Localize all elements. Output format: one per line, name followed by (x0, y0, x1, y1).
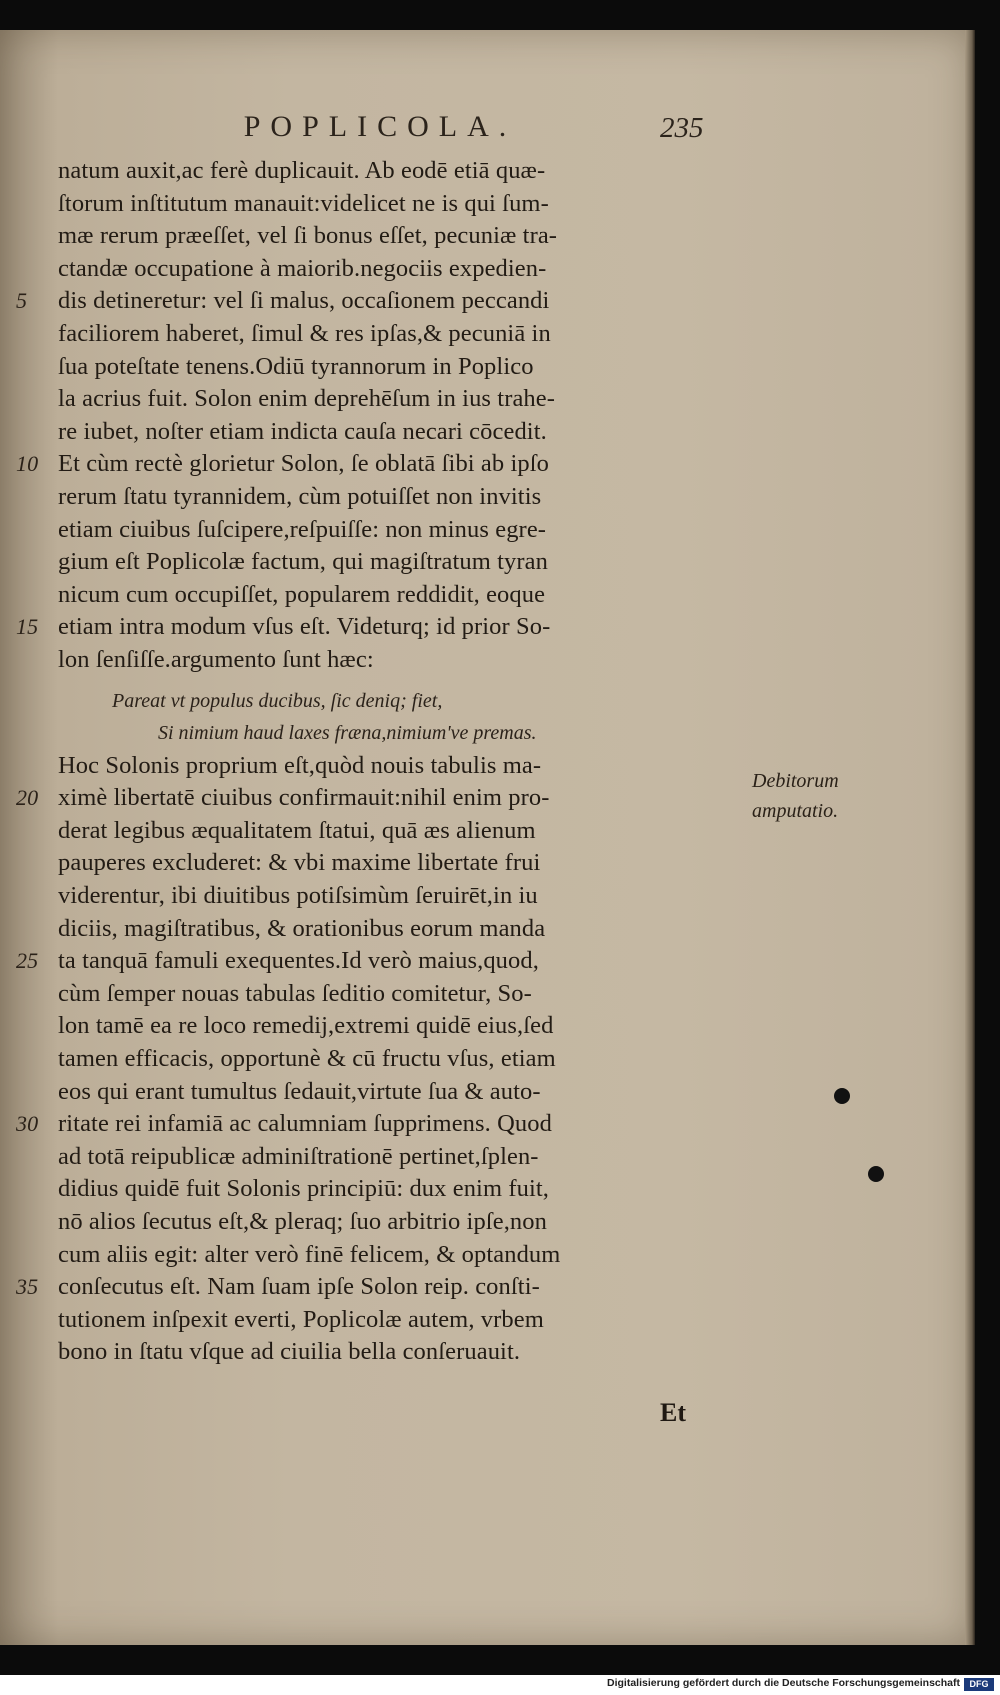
marginal-note-line-2: amputatio. (752, 800, 839, 822)
verse-line: Si nimium haud laxes fræna,nimium've premas. (158, 722, 537, 745)
line-text: tamen efficacis, opportunè & cū fructu vſus, etiam (58, 1045, 556, 1073)
line-text: gium eſt Poplicolæ factum, qui magiſtratum tyran (58, 548, 548, 576)
line-number: 10 (16, 451, 39, 477)
text-line (58, 188, 718, 221)
text-line (58, 1141, 718, 1174)
text-line (58, 1206, 718, 1239)
dfg-logo: DFG (964, 1678, 994, 1691)
text-line (16, 1108, 718, 1141)
marginal-note-line-1: Debitorum (752, 770, 839, 792)
page-edge (965, 30, 975, 1645)
text-line (58, 750, 718, 783)
text-line (58, 416, 718, 449)
text-line (58, 220, 718, 253)
line-text: ſtorum inſtitutum manauit:videlicet ne is qui ſum- (58, 189, 549, 217)
running-title: POPLICOLA. (243, 110, 517, 143)
line-text: eos qui erant tumultus ſedauit,virtute ſua & auto- (58, 1077, 541, 1105)
line-text: ctandæ occupatione à maiorib.negociis expedien- (58, 254, 547, 282)
line-text: mæ rerum præeſſet, vel ſi bonus eſſet, pecuniæ tra- (58, 222, 558, 250)
line-text: lon tamē ea re loco remedij,extremi quidē eius,ſed (58, 1012, 554, 1040)
text-line (58, 481, 718, 514)
page-number: 235 (660, 112, 704, 144)
line-number: 20 (16, 785, 39, 811)
verse-line: Pareat vt populus ducibus, ſic deniq; fiet, (112, 689, 443, 712)
line-text: ad totā reipublicæ adminiſtrationē pertinet,ſplen- (58, 1142, 539, 1170)
line-text: derat legibus æqualitatem ſtatui, quā æs alienum (58, 816, 536, 844)
line-text: conſecutus eſt. Nam ſuam ipſe Solon reip. conſti- (58, 1273, 540, 1301)
ink-dot-mark (868, 1166, 884, 1182)
line-text: etiam ciuibus ſuſcipere,reſpuiſſe: non minus egre- (58, 515, 547, 543)
line-text: cum aliis egit: alter verò finē felicem, & optandum (58, 1240, 561, 1268)
line-text: faciliorem haberet, ſimul & res ipſas,& pecuniā in (58, 319, 551, 347)
line-text: Hoc Solonis proprium eſt,quòd nouis tabulis ma- (58, 751, 542, 779)
text-line (58, 546, 718, 579)
line-text: didius quidē fuit Solonis principiū: dux enim fuit, (58, 1175, 549, 1203)
line-text: la acrius fuit. Solon enim deprehēſum in ius trahe- (58, 385, 556, 413)
catchword: Et (660, 1398, 686, 1427)
footer-bar (0, 1675, 1000, 1695)
text-line (58, 318, 718, 351)
text-line (58, 1336, 718, 1369)
ink-dot-mark (834, 1088, 850, 1104)
line-text: tutionem inſpexit everti, Poplicolæ autem, vrbem (58, 1305, 544, 1333)
text-line (16, 1271, 718, 1304)
text-line (58, 253, 718, 286)
line-text: nicum cum occupiſſet, popularem reddidit, eoque (58, 580, 546, 608)
line-number: 5 (16, 288, 28, 314)
line-text: cùm ſemper nouas tabulas ſeditio comitetur, So- (58, 979, 532, 1007)
line-text: pauperes excluderet: & vbi maxime libertate frui (58, 849, 541, 877)
line-text: ximè libertatē ciuibus confirmauit:nihil enim pro- (58, 784, 550, 812)
line-text: ta tanquā famuli exequentes.Id verò maius,quod, (58, 947, 539, 975)
line-number: 30 (16, 1111, 39, 1137)
line-text: viderentur, ibi diuitibus potiſsimùm ſeruirēt,in iu (58, 882, 538, 910)
text-line (58, 514, 718, 547)
line-text: lon ſenſiſſe.argumento ſunt hæc: (58, 645, 374, 673)
line-number: 15 (16, 614, 39, 640)
text-line (58, 1076, 718, 1109)
line-text: diciis, magiſtratibus, & orationibus eorum manda (58, 914, 546, 942)
text-line (58, 1043, 718, 1076)
line-number: 35 (16, 1274, 39, 1300)
text-line (58, 847, 718, 880)
line-text: natum auxit,ac ferè duplicauit. Ab eodē etiā quæ- (58, 157, 546, 184)
text-line (58, 815, 718, 848)
text-line (58, 978, 718, 1011)
line-text: ſua poteſtate tenens.Odiū tyrannorum in Poplico (58, 352, 534, 380)
line-number: 25 (16, 948, 39, 974)
main-text-block (16, 155, 718, 1369)
line-text: Et cùm rectè glorietur Solon, ſe oblatā ſibi ab ipſo (58, 450, 549, 478)
text-line (58, 351, 718, 384)
line-text: dis detineretur: vel ſi malus, occaſionem peccandi (58, 287, 550, 315)
line-text: nō alios ſecutus eſt,& pleraq; ſuo arbitrio ipſe,non (58, 1208, 547, 1235)
footer-credit: Digitalisierung gefördert durch die Deutsche Forschungsgemeinschaft (607, 1677, 960, 1689)
text-line (58, 155, 718, 188)
text-line (58, 1304, 718, 1337)
text-line (58, 579, 718, 612)
line-text: re iubet, noſter etiam indicta cauſa necari cōcedit. (58, 417, 547, 445)
line-text: etiam intra modum vſus eſt. Videturq; id prior So- (58, 613, 551, 641)
text-line (58, 1173, 718, 1206)
text-line (16, 448, 718, 481)
text-line (16, 285, 718, 318)
text-line (58, 1010, 718, 1043)
text-line (58, 383, 718, 416)
text-line (16, 611, 718, 644)
text-line (58, 1239, 718, 1272)
text-line (58, 913, 718, 946)
text-line (58, 880, 718, 913)
text-line (58, 644, 718, 677)
text-line (16, 782, 718, 815)
line-text: ritate rei infamiā ac calumniam ſupprimens. Quod (58, 1110, 552, 1138)
line-text: rerum ſtatu tyrannidem, cùm potuiſſet non invitis (58, 482, 542, 510)
text-line (16, 945, 718, 978)
line-text: bono in ſtatu vſque ad ciuilia bella conſeruauit. (58, 1338, 521, 1366)
